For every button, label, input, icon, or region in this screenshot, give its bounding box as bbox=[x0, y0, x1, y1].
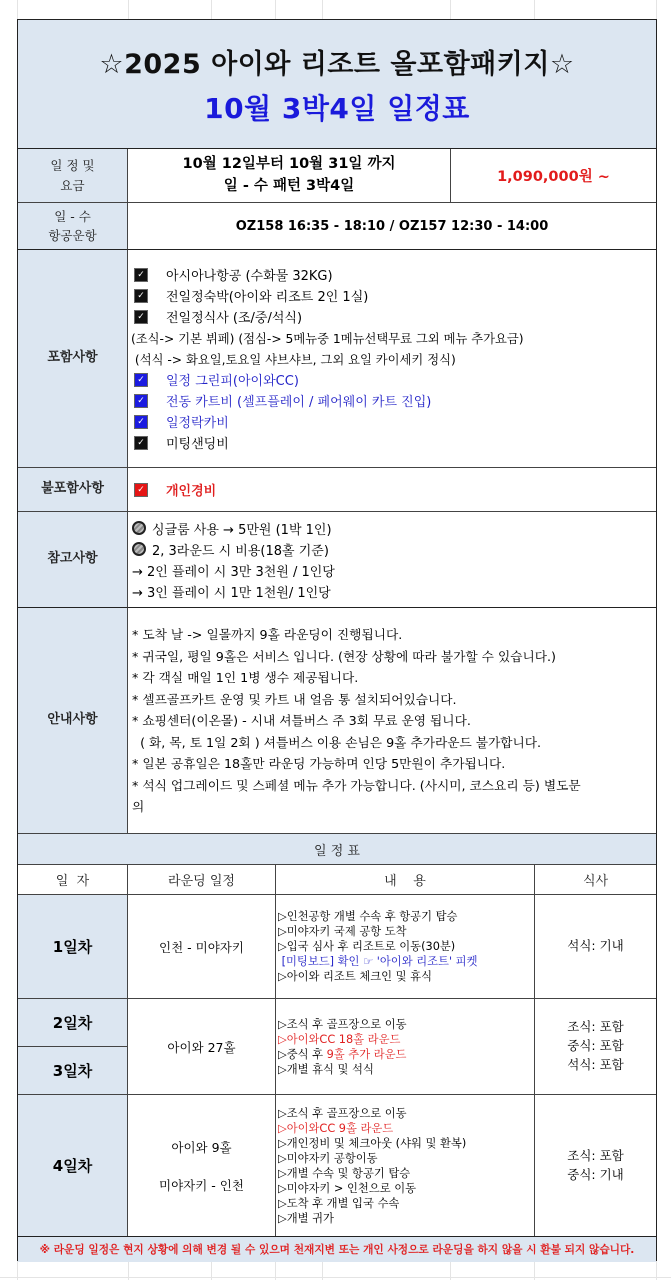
checkbox-icon: ✓ bbox=[134, 268, 148, 282]
day-2-label: 2일차 bbox=[18, 999, 128, 1047]
schedule-item-text: ▷중식 후 bbox=[278, 1047, 327, 1061]
included-item bbox=[131, 411, 229, 432]
guide-label: 안내사항 bbox=[18, 608, 128, 834]
schedule-item: ▷미야자키 국제 공항 도착 bbox=[278, 925, 407, 938]
schedule-item-meeting: [미팅보드] 확인 ☞ '아이와 리조트' 피켓 bbox=[278, 955, 478, 968]
circle-bullet-icon bbox=[132, 542, 146, 556]
schedule-title: 일 정 표 bbox=[18, 834, 656, 865]
schedule-item: ▷인천공항 개별 수속 후 항공기 탑승 bbox=[278, 910, 458, 923]
circle-bullet-icon bbox=[132, 521, 146, 535]
gridline bbox=[0, 1277, 671, 1278]
meal-note: (조식-> 기본 뷔페) (점심-> 5메뉴중 1메뉴선택무료 그외 메뉴 추가요금) bbox=[131, 331, 524, 346]
day-2-3-schedule bbox=[276, 999, 535, 1095]
included-item-text: 일정 그린피(아이와CC) bbox=[166, 374, 299, 389]
day-4-meals bbox=[535, 1095, 656, 1236]
checkbox-icon: ✓ bbox=[134, 373, 148, 387]
period-label-line1: 일 정 및 bbox=[50, 158, 95, 174]
reference-item-text: 싱글룸 사용 → 5만원 (1박 1인) bbox=[152, 522, 332, 538]
included-item-text: 전일정숙박(아이와 리조트 2인 1실) bbox=[166, 290, 369, 305]
schedule-item: ▷개별 귀가 bbox=[278, 1211, 334, 1225]
meal-item: 석식: 포함 bbox=[567, 1056, 624, 1072]
included-list bbox=[128, 250, 656, 468]
meal-item: 조식: 포함 bbox=[567, 1147, 624, 1163]
schedule-item: ▷미야자키 > 인천으로 이동 bbox=[278, 1181, 417, 1195]
package-title: ☆2025 아이와 리조트 올포함패키지☆ bbox=[99, 48, 575, 80]
schedule-item: ▷도착 후 개별 입국 수속 bbox=[278, 1196, 400, 1210]
included-item bbox=[131, 432, 229, 453]
schedule-item bbox=[278, 1047, 406, 1062]
flight-label-line1: 일 - 수 bbox=[54, 208, 91, 224]
excluded-item-text: 개인경비 bbox=[166, 484, 217, 499]
guide-item: * 쇼핑센터(이온몰) - 시내 셔틀버스 주 3회 무료 운영 됩니다. bbox=[132, 713, 471, 728]
schedule-subtitle: 10월 3박4일 일정표 bbox=[204, 91, 470, 125]
excluded-item bbox=[134, 480, 216, 499]
day-1-schedule bbox=[276, 895, 535, 999]
reference-item: → 3인 플레이 시 1만 1천원/ 1인당 bbox=[132, 585, 331, 601]
day-4-schedule bbox=[276, 1095, 535, 1236]
checkbox-icon: ✓ bbox=[134, 483, 148, 497]
guide-item: ( 화, 목, 토 1일 2회 ) 셔틀버스 이용 손님은 9홀 추가라운드 불가합니다. bbox=[132, 734, 542, 750]
schedule-item-round: ▷아이와CC 9홀 라운드 bbox=[278, 1121, 394, 1135]
schedule-item: ▷입국 심사 후 리조트로 이동(30분) bbox=[278, 940, 456, 953]
header-date: 일 자 bbox=[18, 865, 128, 895]
checkbox-icon: ✓ bbox=[134, 394, 148, 408]
meal-item: 중식: 포함 bbox=[567, 1038, 624, 1054]
period-label bbox=[18, 149, 128, 203]
included-label: 포함사항 bbox=[18, 250, 128, 468]
guide-item: * 귀국일, 평일 9홀은 서비스 입니다. (현장 상황에 따라 불가할 수 있습니다.) bbox=[132, 648, 556, 664]
schedule-item-extra-round: 9홀 추가 라운드 bbox=[326, 1047, 407, 1061]
day-2-3-meals bbox=[535, 999, 656, 1095]
header-meal: 식사 bbox=[535, 865, 656, 895]
guide-item: * 석식 업그레이드 및 스페셜 메뉴 추가 가능합니다. (사시미, 코스요리 등) 별도문 bbox=[132, 777, 581, 793]
included-item-text: 전동 카트비 (셀프플레이 / 페어웨이 카트 진입) bbox=[166, 395, 432, 410]
day-1-label: 1일차 bbox=[18, 895, 128, 999]
meal-item: 중식: 기내 bbox=[567, 1166, 624, 1182]
header-content: 내 용 bbox=[276, 865, 535, 895]
period-dates bbox=[128, 149, 451, 203]
schedule-item-round: ▷아이와CC 18홀 라운드 bbox=[278, 1032, 401, 1046]
flight-label-line2: 항공운항 bbox=[48, 228, 97, 243]
flight-info: OZ158 16:35 - 18:10 / OZ157 12:30 - 14:00 bbox=[128, 203, 656, 250]
included-item bbox=[131, 390, 431, 411]
excluded-label: 불포함사항 bbox=[18, 468, 128, 512]
included-item bbox=[131, 306, 302, 327]
checkbox-icon: ✓ bbox=[134, 310, 148, 324]
guide-item: * 일본 공휴일은 18홀만 라운딩 가능하며 인당 5만원이 추가됩니다. bbox=[132, 756, 506, 771]
meal-item: 조식: 포함 bbox=[567, 1019, 624, 1035]
schedule-item: ▷미야자키 공항이동 bbox=[278, 1151, 378, 1165]
reference-item bbox=[132, 539, 329, 560]
schedule-item: ▷개별 휴식 및 석식 bbox=[278, 1062, 374, 1076]
schedule-item: ▷개별 수속 및 항공기 탑승 bbox=[278, 1166, 411, 1180]
reference-item: → 2인 플레이 시 3만 3천원 / 1인당 bbox=[132, 564, 335, 580]
title-block bbox=[18, 20, 656, 149]
day-4-route bbox=[128, 1095, 276, 1236]
guide-item: 의 bbox=[132, 799, 145, 814]
day-4-label: 4일차 bbox=[18, 1095, 128, 1236]
period-dates-line2: 일 - 수 패턴 3박4일 bbox=[223, 177, 355, 194]
price: 1,090,000원 ~ bbox=[451, 149, 656, 203]
checkbox-icon: ✓ bbox=[134, 289, 148, 303]
included-item-text: 아시아나항공 (수화물 32KG) bbox=[166, 269, 333, 284]
reference-item bbox=[132, 518, 332, 539]
included-item bbox=[131, 264, 333, 285]
included-item-text: 전일정식사 (조/중/석식) bbox=[166, 311, 303, 326]
period-label-line2: 요금 bbox=[60, 177, 85, 193]
header-rounding: 라운딩 일정 bbox=[128, 865, 276, 895]
refund-notice: ※ 라운딩 일정은 현지 상황에 의해 변경 될 수 있으며 천재지변 또는 개인 사정으로 라운딩을 하지 않을 시 환불 되지 않습니다. bbox=[18, 1236, 656, 1262]
day-3-label: 3일차 bbox=[18, 1047, 128, 1095]
checkbox-icon: ✓ bbox=[134, 436, 148, 450]
schedule-item: ▷개인정비 및 체크아웃 (샤워 및 환복) bbox=[278, 1136, 467, 1150]
reference-list bbox=[128, 512, 656, 608]
period-dates-line1: 10월 12일부터 10월 31일 까지 bbox=[182, 156, 396, 173]
day-4-route-flight: 미야자키 - 인천 bbox=[159, 1177, 244, 1193]
day-4-route-golf: 아이와 9홀 bbox=[171, 1139, 232, 1155]
included-item bbox=[131, 285, 368, 306]
included-item-text: 미팅샌딩비 bbox=[166, 437, 229, 452]
schedule-item: ▷조식 후 골프장으로 이동 bbox=[278, 1017, 407, 1031]
included-item bbox=[131, 369, 299, 390]
day-2-3-route: 아이와 27홀 bbox=[128, 999, 276, 1095]
guide-list bbox=[128, 608, 656, 834]
reference-label: 참고사항 bbox=[18, 512, 128, 608]
excluded-list bbox=[128, 468, 656, 512]
guide-item: * 도착 날 -> 일몰까지 9홀 라운딩이 진행됩니다. bbox=[132, 627, 403, 642]
schedule-item: ▷조식 후 골프장으로 이동 bbox=[278, 1106, 407, 1120]
reference-item-text: 2, 3라운드 시 비용(18홀 기준) bbox=[152, 543, 329, 559]
included-item-text: 일정락카비 bbox=[166, 416, 229, 431]
day-1-route: 인천 - 미야자키 bbox=[128, 895, 276, 999]
checkbox-icon: ✓ bbox=[134, 415, 148, 429]
meal-note: (석식 -> 화요일,토요일 샤브샤브, 그외 요일 카이세키 정식) bbox=[131, 352, 456, 367]
day-1-meals: 석식: 기내 bbox=[535, 895, 656, 999]
itinerary-sheet bbox=[17, 19, 657, 1261]
flight-label bbox=[18, 203, 128, 250]
schedule-item: ▷아이와 리조트 체크인 및 휴식 bbox=[278, 970, 433, 983]
guide-item: * 각 객실 매일 1인 1병 생수 제공됩니다. bbox=[132, 670, 359, 685]
guide-item: * 셀프골프카트 운영 및 카트 내 얼음 통 설치되어있습니다. bbox=[132, 691, 457, 707]
